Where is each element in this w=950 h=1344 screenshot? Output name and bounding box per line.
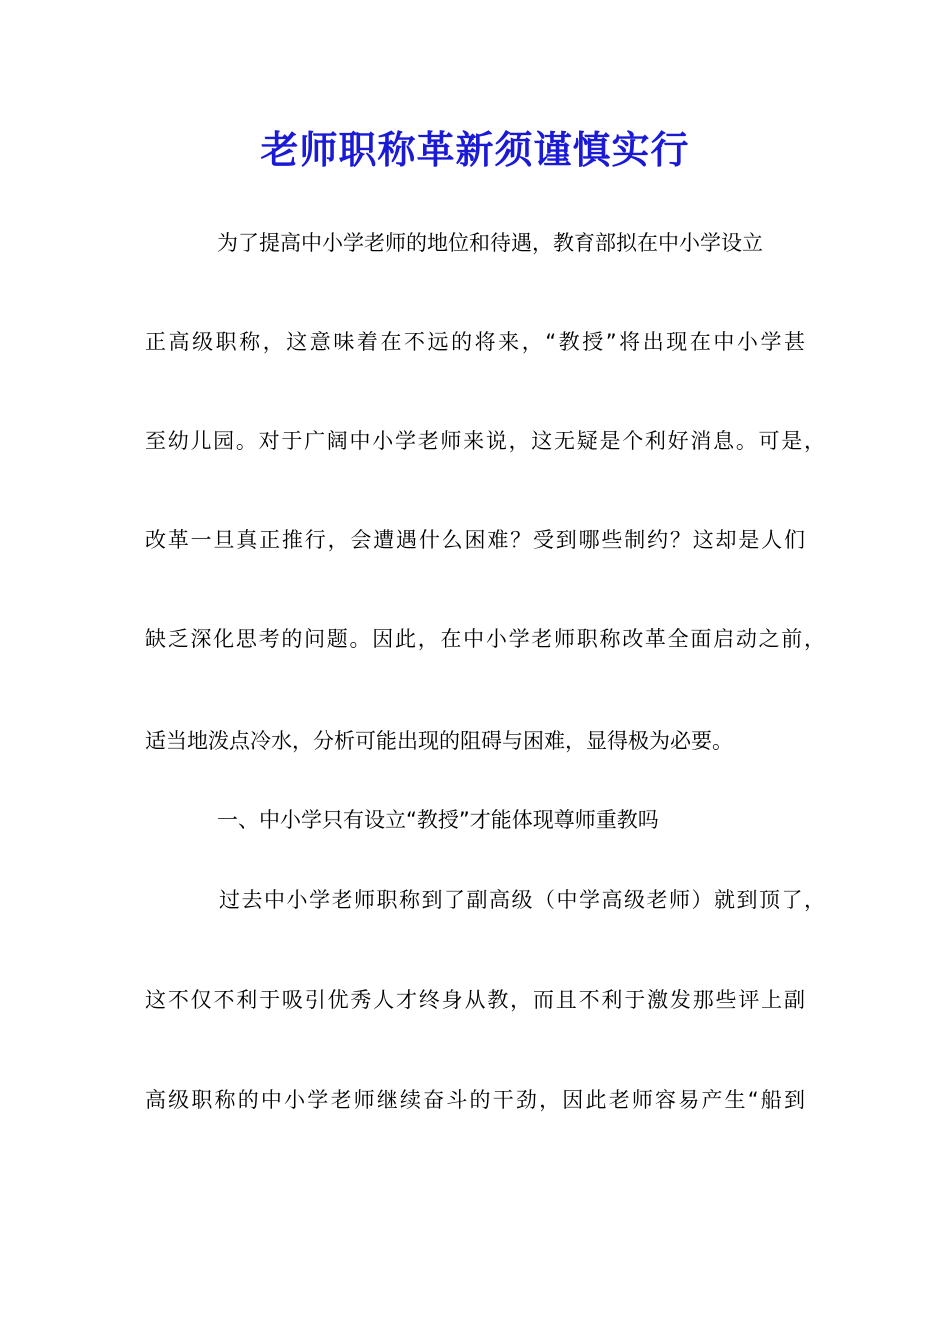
paragraph-line-4: 改革一旦真正推行，会遭遇什么困难？受到哪些制约？这却是人们 [145, 528, 805, 552]
paragraph-line-9: 高级职称的中小学老师继续奋斗的干劲，因此老师容易产生“船到 [145, 1088, 805, 1112]
paragraph-line-1: 为了提高中小学老师的地位和待遇，教育部拟在中小学设立 [217, 231, 763, 255]
section-heading: 一、中小学只有设立“教授”才能体现尊师重教吗 [217, 808, 659, 832]
paragraph-line-7: 过去中小学老师职称到了副高级（中学高级老师）就到顶了， [219, 888, 825, 912]
paragraph-line-3: 至幼儿园。对于广阔中小学老师来说，这无疑是个利好消息。可是， [145, 429, 825, 453]
paragraph-line-5: 缺乏深化思考的问题。因此，在中小学老师职称改革全面启动之前， [145, 627, 825, 651]
document-title: 老师职称革新须谨慎实行 [260, 127, 690, 172]
paragraph-line-6: 适当地泼点冷水，分析可能出现的阻碍与困难，显得极为必要。 [145, 729, 733, 753]
paragraph-line-2: 正高级职称，这意味着在不远的将来，“教授”将出现在中小学甚 [145, 330, 805, 354]
paragraph-line-8: 这不仅不利于吸引优秀人才终身从教，而且不利于激发那些评上副 [145, 988, 805, 1012]
